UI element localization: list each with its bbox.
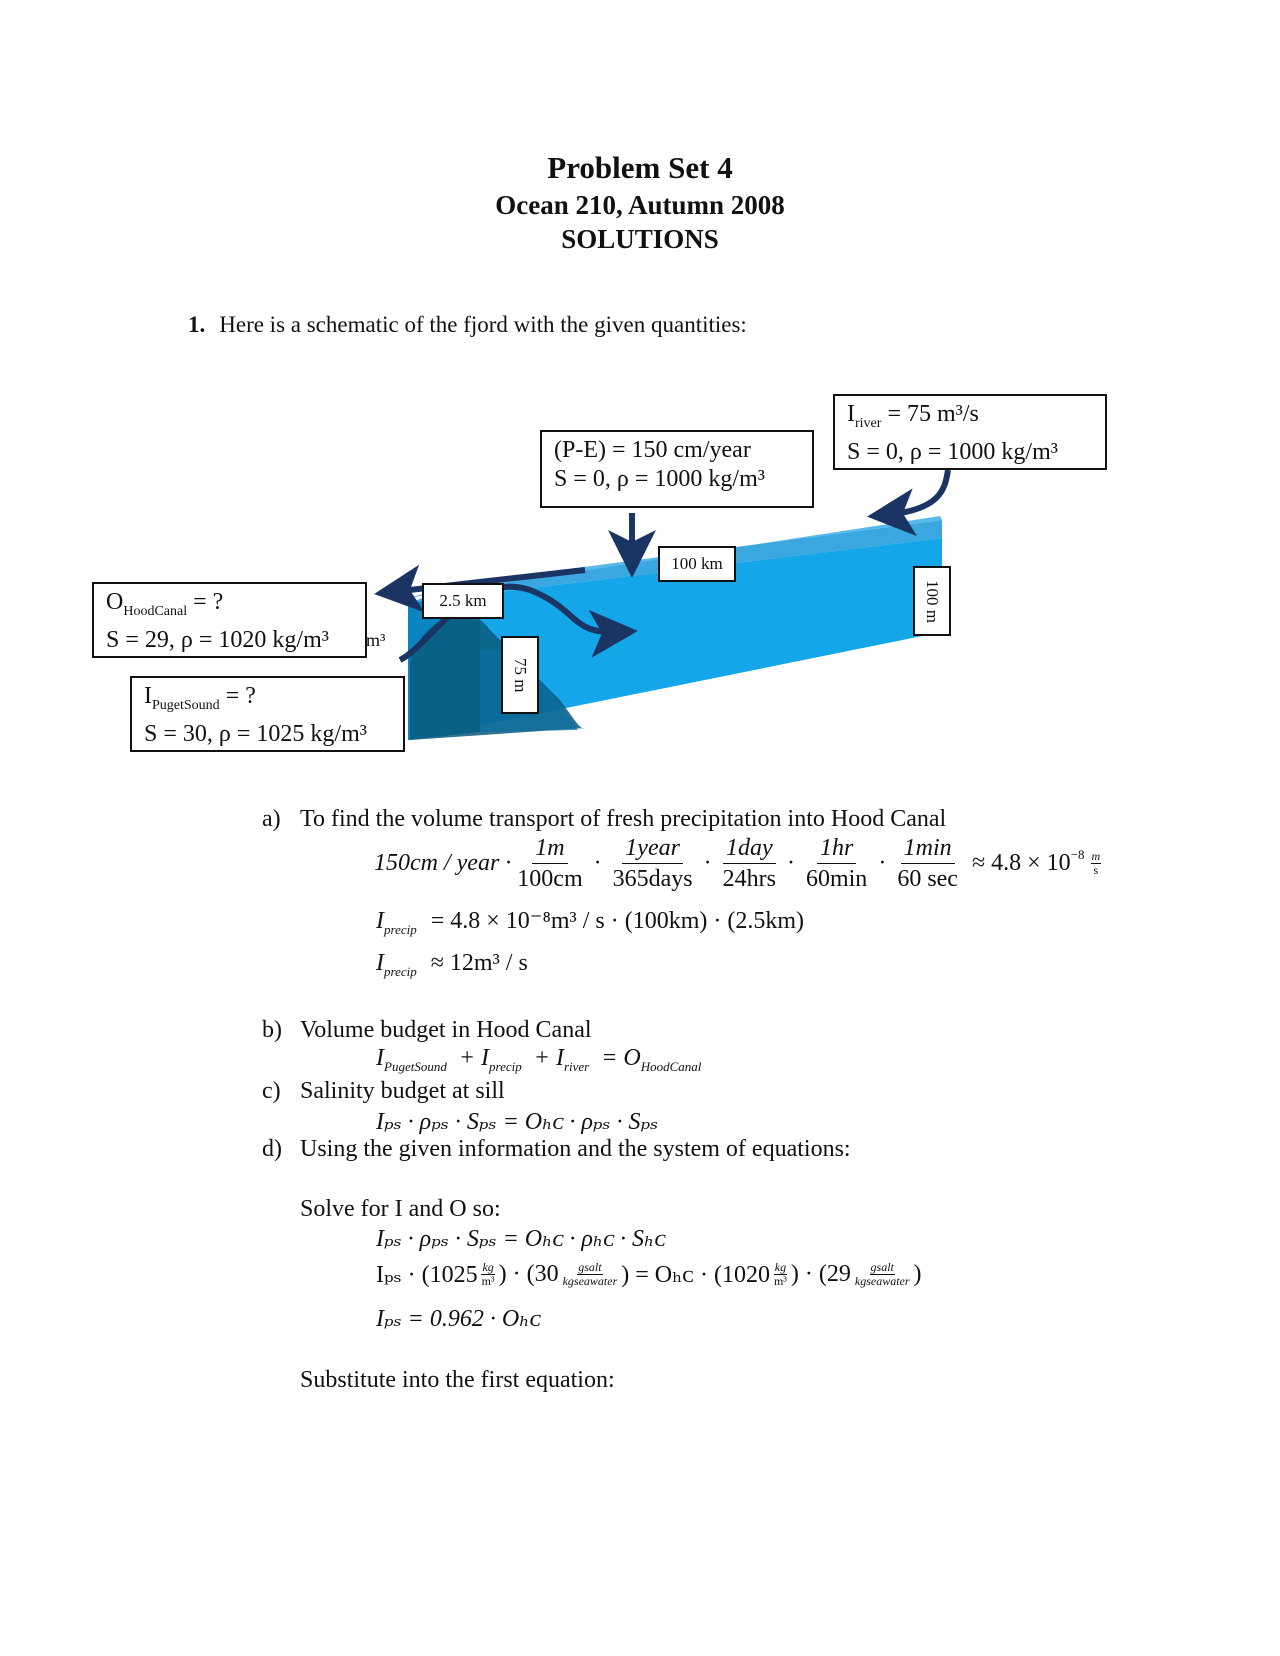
precip-line1: (P-E) = 150 cm/year [554,437,751,463]
precip-eq-1: $I_{precip} = 4.8 \times 10^{-8}m^3 / s \cdot (100km) \cdot (2.5km)$ [376,908,804,937]
conv-result: ≈ 4.8 × 10 [971,850,1071,876]
hood-canal-box [92,582,367,658]
salinity-budget-eq: Iₚₛ · ρₚₛ · Sₚₛ = Oₕᴄ · ρₚₛ · Sₚₛ [376,1109,659,1135]
length-label: 100 km [658,546,736,582]
frac-4: $\frac{1hr}{60\min}$ [805,835,868,892]
overflow-unit-fragment: m³ [366,630,386,650]
conv-lhs: 150cm / year · [374,850,512,876]
question-1 [188,312,747,338]
system-eq-1: Iₚₛ · ρₚₛ · Sₚₛ = Oₕᴄ · ρₕᴄ · Sₕᴄ [376,1226,666,1252]
part-b: b) Volume budget in Hood Canal [262,1017,592,1043]
course-subtitle: Ocean 210, Autumn 2008 [495,190,785,220]
frac-1: $\frac{1m}{100cm}$ [517,835,583,892]
precip-eq-2: $I_{precip} \approx 12m^3 / s$ [376,950,528,979]
solutions-label: SOLUTIONS [561,224,719,254]
unit-conversion: 150cm / year · $\frac{1m}{100cm}$ · $\frac{\text{1year}}{\text{365days}}$ · $\frac{\text{1day}}{\text{24hrs}}$ · $\frac{1hr}{60\min}$ · $\frac{1\min}{60 \sec}$ ≈ 4.8 × 10 $^{-8}$ $\frac{m}{s}$ [374,835,1101,892]
solve-text: Solve for I and O so: [300,1196,501,1222]
puget-line1: $I_{PugetSound}$ = ? [144,683,256,713]
part-d: d) Using the given information and the system of equations: [262,1136,851,1162]
question-number: 1. [188,312,206,337]
river-box [833,394,1107,470]
volume-budget-eq: $I_{PugetSound} + I_{precip} + I_{river} = O_{HoodCanal}$ [376,1045,702,1074]
puget-sound-box [130,676,405,752]
river-line1: $I_{river} = 75$ m³/s [847,401,979,431]
hood-line2: S = 29, ρ = 1020 kg/m³ [106,626,329,653]
question-text: Here is a schematic of the fjord with the given quantities: [219,312,747,337]
sill-depth-label: 75 m [501,636,539,714]
frac-5: $\frac{1\min}{60 \sec}$ [897,835,958,892]
puget-line2: S = 30, ρ = 1025 kg/m³ [144,720,367,747]
part-a: a) To find the volume transport of fresh precipitation into Hood Canal [262,806,947,832]
precip-line2: S = 0, ρ = 1000 kg/m³ [554,466,765,492]
part-c: c) Salinity budget at sill [262,1078,505,1104]
conv-unit: $\frac{m}{s}$ [1091,849,1101,877]
precip-box [540,430,814,508]
river-arrow [885,470,948,515]
frac-3: $\frac{\text{1day}}{\text{24hrs}}$ [722,835,776,892]
width-label: 2.5 km [422,583,504,619]
substitute-text: Substitute into the first equation: [300,1367,615,1393]
page-title: Problem Set 4 [547,150,733,185]
frac-2: $\frac{\text{1year}}{\text{365days}}$ [612,835,693,892]
depth-label: 100 m [913,566,951,636]
system-eq-2: Iₚₛ · (1025 $\frac{kg}{\text{m³}}$ ) · (30 $\frac{\text{gsalt}}{\text{kgseawater}}$ ) = Oₕᴄ · (1020 $\frac{kg}{\text{m³}}$ ) · (29 $\frac{\text{gsalt}}{\text{kgseawater}}$ ) [376,1260,922,1288]
river-line2: S = 0, ρ = 1000 kg/m³ [847,438,1058,465]
system-eq-3: Iₚₛ = 0.962 · Oₕᴄ [376,1306,541,1332]
hood-line1: $O_{HoodCanal}$ = ? [106,589,224,619]
